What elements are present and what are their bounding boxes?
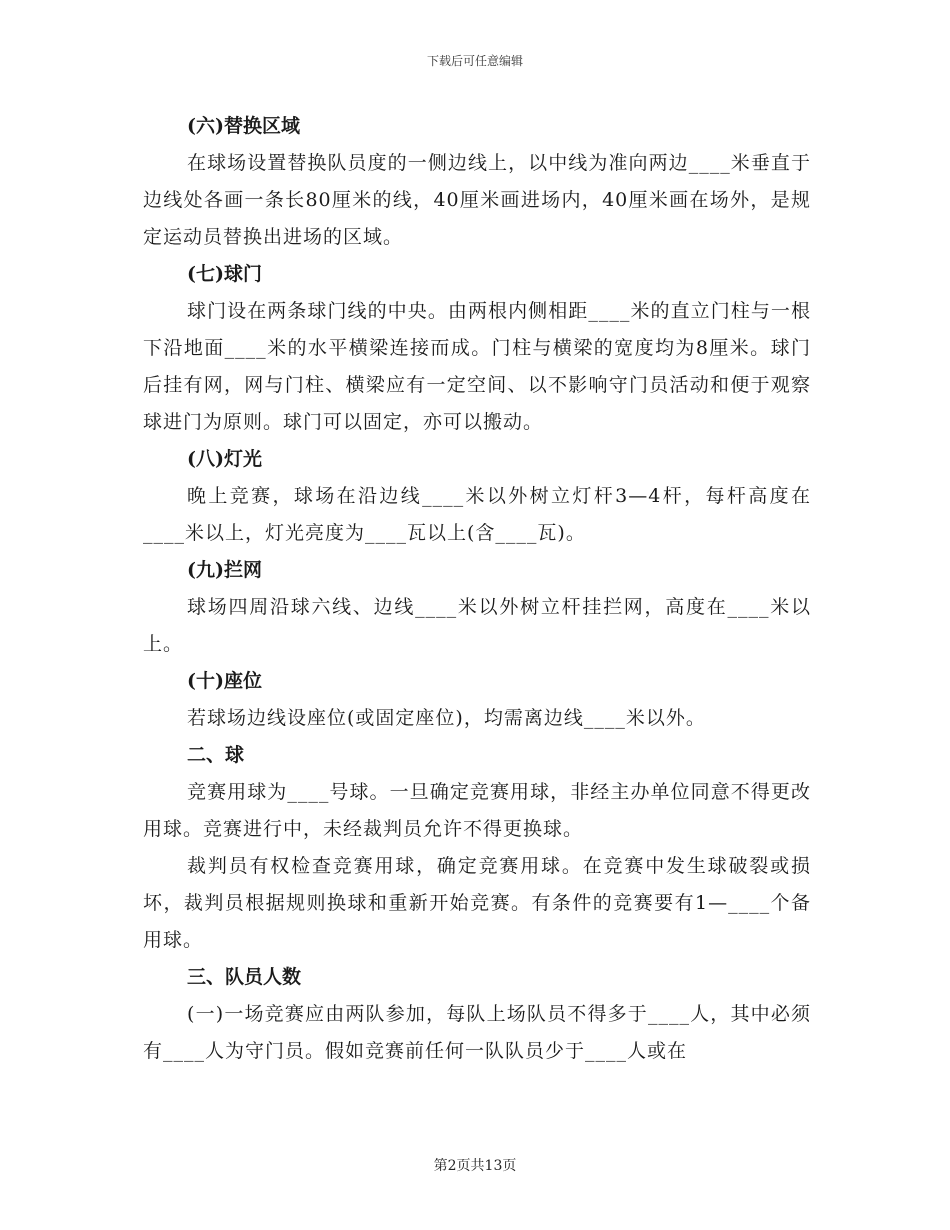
page-header: 下载后可任意编辑 [426,54,523,68]
section-heading-net: (九)拦网 [187,559,262,581]
page-footer: 第2页共13页 [433,1158,517,1174]
paragraph-net: 球场四周沿球六线、边线____米以外树立杆挂拦网，高度在____米以上。 [143,596,811,655]
section-heading-lighting: (八)灯光 [187,448,262,470]
paragraph-ball-1: 竞赛用球为____号球。一旦确定竞赛用球，非经主办单位同意不得更改用球。竞赛进行中，未经裁判员允许不得更换球。 [143,781,811,840]
section-heading-seating: (十)座位 [187,670,262,692]
section-heading-ball: 二、球 [187,744,245,766]
section-heading-substitution-zone: (六)替换区域 [187,115,300,137]
section-heading-player-count: 三、队员人数 [187,966,302,988]
paragraph-ball-2: 裁判员有权检查竞赛用球，确定竞赛用球。在竞赛中发生球破裂或损坏，裁判员根据规则换球和重新开始竞赛。有条件的竞赛要有1—____个备用球。 [143,855,811,951]
paragraph-lighting: 晚上竞赛，球场在沿边线____米以外树立灯杆3—4杆，每杆高度在____米以上，灯光亮度为____瓦以上(含____瓦)。 [143,485,811,544]
document-body [143,108,811,1070]
paragraph-goal: 球门设在两条球门线的中央。由两根内侧相距____米的直立门柱与一根下沿地面____米的水平横梁连接而成。门柱与横梁的宽度均为8厘米。球门后挂有网，网与门柱、横梁应有一定空间、以不影响守门员活动和便于观察球进门为原则。球门可以固定，亦可以搬动。 [143,300,811,433]
paragraph-player-count: (一)一场竞赛应由两队参加，每队上场队员不得多于____人，其中必须有____人为守门员。假如竞赛前任何一队队员少于____人或在 [143,1003,811,1062]
paragraph-substitution-zone: 在球场设置替换队员度的一侧边线上，以中线为准向两边____米垂直于边线处各画一条长80厘米的线，40厘米画进场内，40厘米画在场外，是规定运动员替换出进场的区域。 [143,152,811,248]
section-heading-goal: (七)球门 [187,263,262,285]
paragraph-seating: 若球场边线设座位(或固定座位)，均需离边线____米以外。 [187,707,706,729]
